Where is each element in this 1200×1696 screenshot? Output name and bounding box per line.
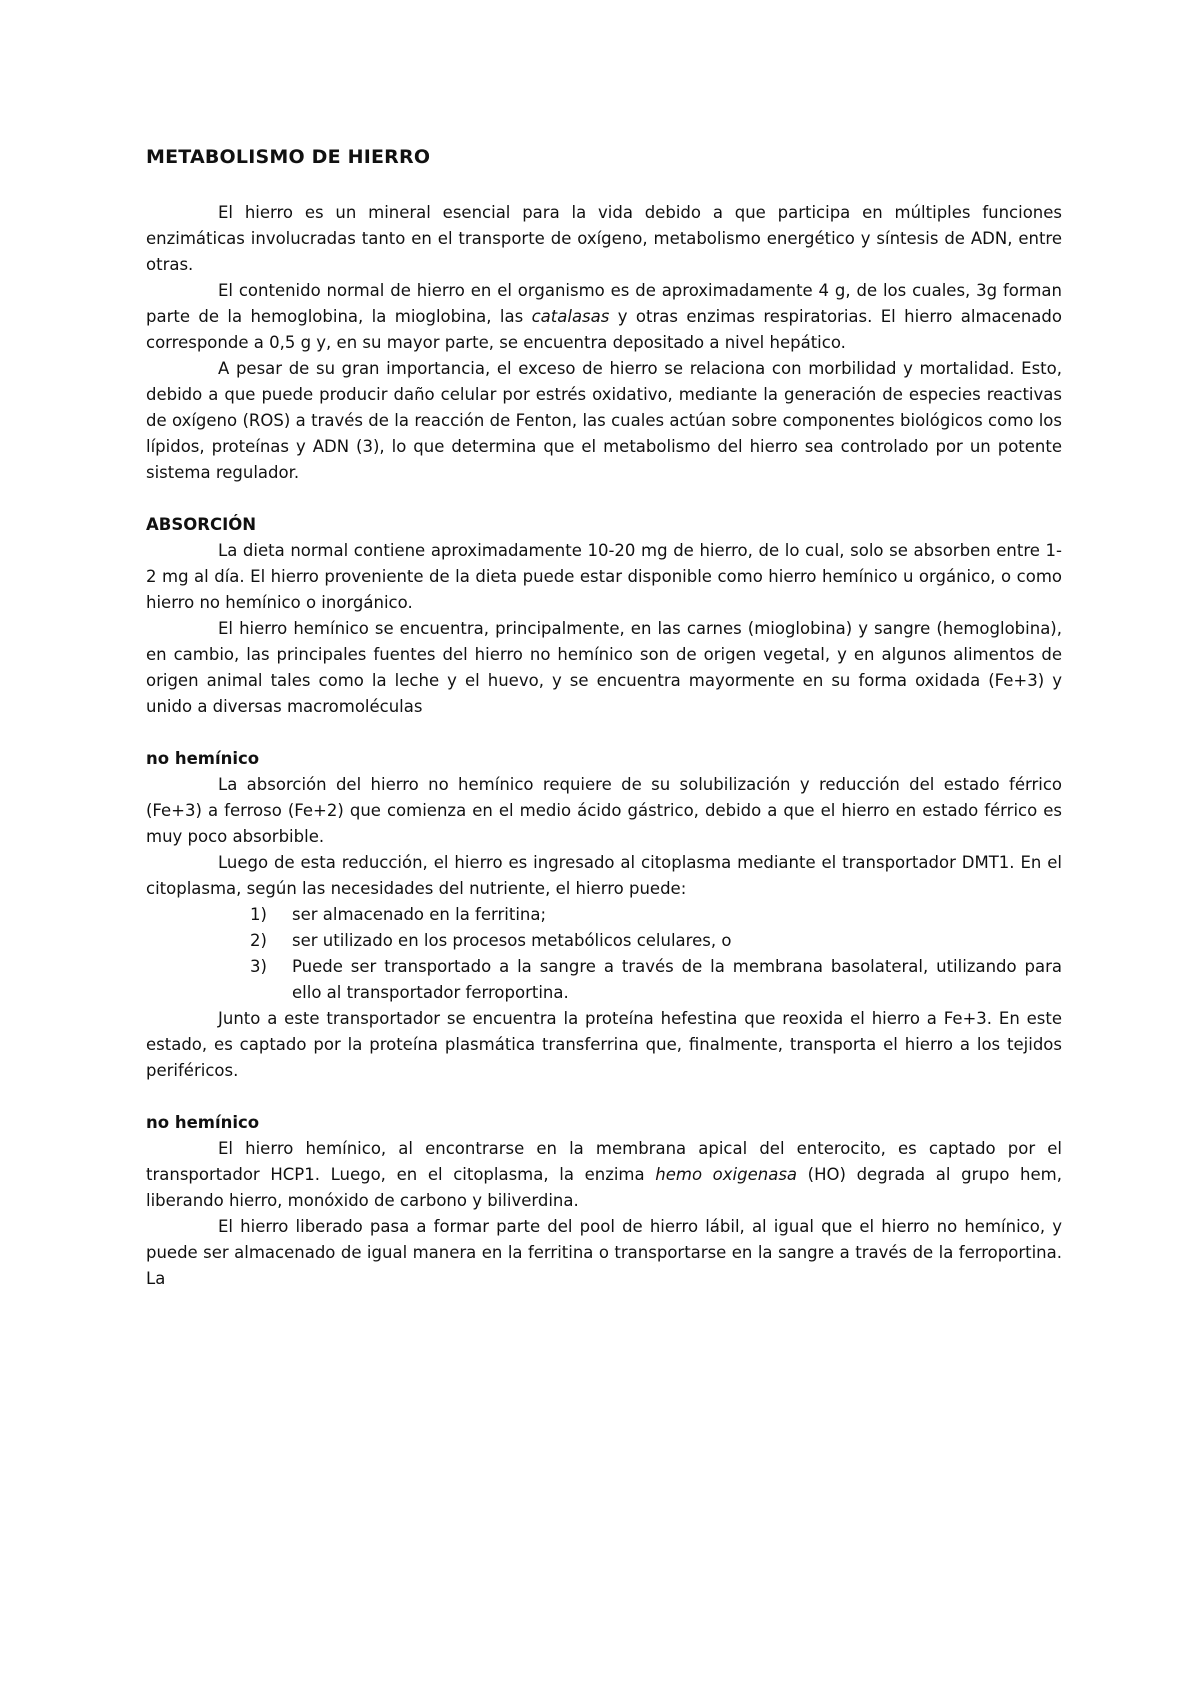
- no-heminico-2-paragraph-1-text-b: (HO) degrada al grupo hem, liberando hierro, monóxido de carbono y biliverdina.: [146, 1165, 1062, 1210]
- no-heminico-1-paragraph-1: La absorción del hierro no hemínico requiere de su solubilización y reducción del estado férrico (Fe+3) a ferroso (Fe+2) que comienza en el medio ácido gástrico, debido a que el hierro en estado férrico es muy poco absorbible.: [146, 775, 1062, 846]
- absorcion-paragraph-2: El hierro hemínico se encuentra, principalmente, en las carnes (mioglobina) y sangre (hemoglobina), en cambio, las principales fuentes del hierro no hemínico son de origen vegetal, y en algunos alimentos de origen animal tales como la leche y el huevo, y se encuentra mayormente en su forma oxidada (Fe+3) y unido a diversas macromoléculas: [146, 619, 1062, 716]
- intro-paragraph-3: A pesar de su gran importancia, el exceso de hierro se relaciona con morbilidad y mortalidad. Esto, debido a que puede producir daño celular por estrés oxidativo, mediante la generación de especies reactivas de oxígeno (ROS) a través de la reacción de Fenton, las cuales actúan sobre componentes biológicos como los lípidos, proteínas y ADN (3), lo que determina que el metabolismo del hierro sea controlado por un potente sistema regulador.: [146, 359, 1062, 482]
- no-heminico-1-paragraph-2: Luego de esta reducción, el hierro es ingresado al citoplasma mediante el transportador DMT1. En el citoplasma, según las necesidades del nutriente, el hierro puede:: [146, 853, 1062, 898]
- no-heminico-2-paragraph-1: [146, 1136, 1062, 1214]
- no-heminico-2-paragraph-2: El hierro liberado pasa a formar parte del pool de hierro lábil, al igual que el hierro no hemínico, y puede ser almacenado de igual manera en la ferritina o transportarse en la sangre a través de la ferroportina. La: [146, 1217, 1062, 1288]
- intro-paragraph-2-text-a: El contenido normal de hierro en el organismo es de aproximadamente 4 g, de los cuales, 3g forman parte de la hemoglobina, la mioglobina, las: [146, 281, 1062, 326]
- document-page: [146, 144, 1062, 1292]
- no-heminico-1-paragraph-3: Junto a este transportador se encuentra la proteína hefestina que reoxida el hierro a Fe+3. En este estado, es captado por la proteína plasmática transferrina que, finalmente, transporta el hierro a los tejidos periféricos.: [146, 1009, 1062, 1080]
- document-title: METABOLISMO DE HIERRO: [146, 146, 431, 168]
- no-heminico-heading-2: no hemínico: [146, 1113, 260, 1132]
- list-item-text: ser almacenado en la ferritina;: [292, 905, 547, 924]
- no-heminico-2-paragraph-1-emphasis: hemo oxigenasa: [655, 1165, 798, 1184]
- list-item: [250, 902, 1062, 928]
- list-item-text: ser utilizado en los procesos metabólicos celulares, o: [292, 931, 732, 950]
- no-heminico-heading-1: no hemínico: [146, 749, 260, 768]
- list-item: [250, 954, 1062, 1006]
- iron-destination-list: [146, 902, 1062, 1006]
- intro-paragraph-1: El hierro es un mineral esencial para la vida debido a que participa en múltiples funciones enzimáticas involucradas tanto en el transporte de oxígeno, metabolismo energético y síntesis de ADN, entre otras.: [146, 203, 1062, 274]
- list-item-number: 2): [250, 931, 267, 950]
- intro-paragraph-2-emphasis: catalasas: [531, 307, 610, 326]
- absorcion-heading: ABSORCIÓN: [146, 515, 257, 534]
- intro-paragraph-2: [146, 278, 1062, 356]
- no-heminico-2-paragraph-1-text-a: El hierro hemínico, al encontrarse en la membrana apical del enterocito, es captado por el transportador HCP1. Luego, en el citoplasma, la enzima: [146, 1139, 1062, 1184]
- list-item-text: Puede ser transportado a la sangre a través de la membrana basolateral, utilizando para ello al transportador ferroportina.: [292, 957, 1062, 1002]
- list-item-number: 3): [250, 957, 267, 976]
- intro-paragraph-2-text-b: y otras enzimas respiratorias. El hierro almacenado corresponde a 0,5 g y, en su mayor parte, se encuentra depositado a nivel hepático.: [146, 307, 1062, 352]
- absorcion-paragraph-1: La dieta normal contiene aproximadamente 10-20 mg de hierro, de lo cual, solo se absorben entre 1-2 mg al día. El hierro proveniente de la dieta puede estar disponible como hierro hemínico u orgánico, o como hierro no hemínico o inorgánico.: [146, 541, 1062, 612]
- list-item-number: 1): [250, 905, 267, 924]
- list-item: [250, 928, 1062, 954]
